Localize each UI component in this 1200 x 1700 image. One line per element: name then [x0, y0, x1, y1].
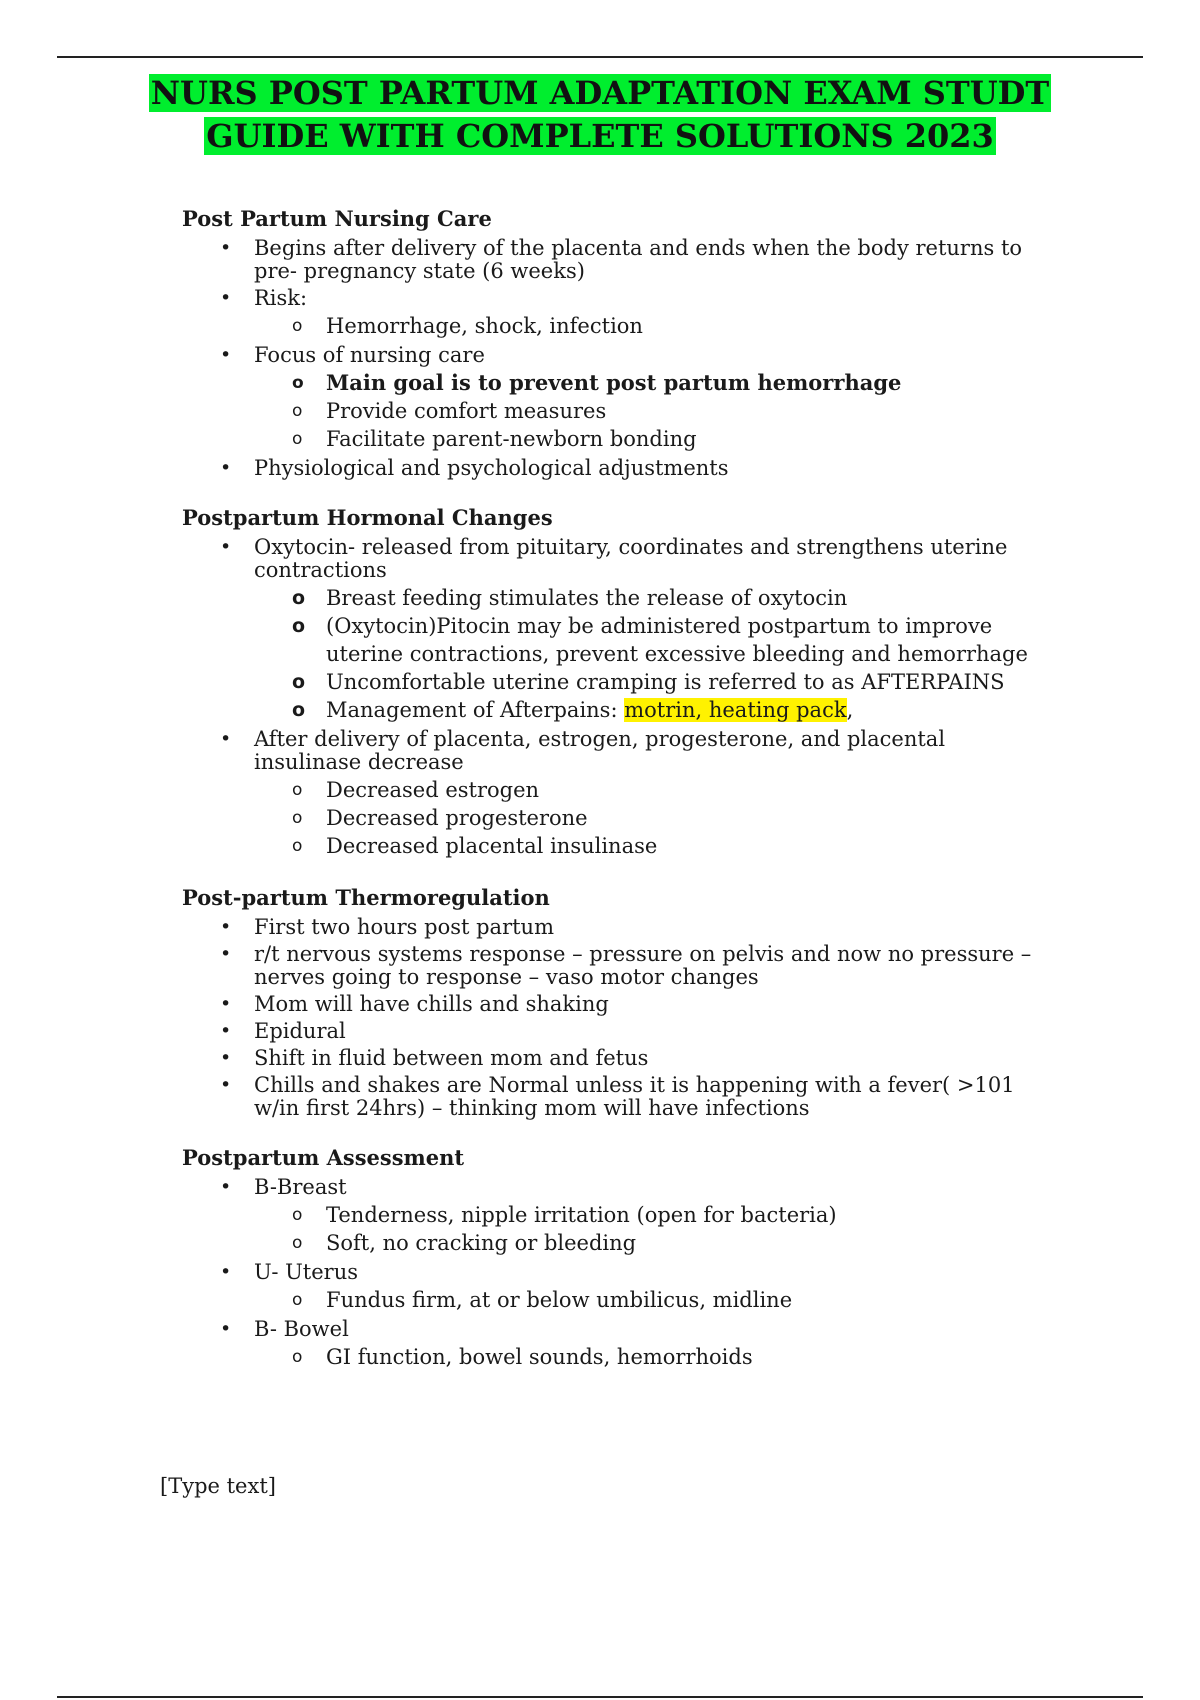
list-item: • First two hours post partum — [254, 916, 1042, 939]
top-rule — [57, 56, 1143, 58]
list-item: • Shift in fluid between mom and fetus — [254, 1047, 1042, 1070]
list-item — [254, 536, 1042, 724]
section-post-partum-thermoregulation — [182, 884, 1042, 1120]
list-item: • Chills and shakes are Normal unless it is happening with a fever( >101 w/in first 24hrs) – thinking mom will have infections — [254, 1074, 1042, 1120]
section-heading: Post-partum Thermoregulation — [182, 885, 550, 910]
bottom-rule — [57, 1696, 1143, 1698]
bullet-list — [182, 916, 1042, 1120]
list-item: • Mom will have chills and shaking — [254, 993, 1042, 1016]
section-heading: Post Partum Nursing Care — [182, 206, 492, 231]
sub-list-item: o (Oxytocin)Pitocin may be administered postpartum to improve uterine contractions, prevent excessive bleeding and hemorrhage — [326, 612, 1042, 668]
sub-list — [254, 1286, 1042, 1314]
list-item-text: After delivery of placenta, estrogen, progesterone, and placental insulinase decrease — [254, 727, 946, 774]
list-item: • Physiological and psychological adjustments — [254, 457, 1042, 480]
title-line-2: GUIDE WITH COMPLETE SOLUTIONS 2023 — [206, 117, 994, 155]
title-line-1: NURS POST PARTUM ADAPTATION EXAM STUDT — [150, 74, 1050, 112]
sub-list — [254, 584, 1042, 724]
sub-list-item: o Uncomfortable uterine cramping is referred to as AFTERPAINS — [326, 668, 1042, 696]
sub-list-item: o Tenderness, nipple irritation (open for bacteria) — [326, 1201, 1042, 1229]
list-item-text: Risk: — [254, 286, 308, 310]
sub-list-item: o Fundus firm, at or below umbilicus, midline — [326, 1286, 1042, 1314]
document-body — [182, 205, 1042, 1395]
list-item: • Begins after delivery of the placenta and ends when the body returns to pre- pregnancy state (6 weeks) — [254, 237, 1042, 283]
sub-list — [254, 776, 1042, 860]
section-heading: Postpartum Assessment — [182, 1145, 465, 1170]
bullet-list — [182, 237, 1042, 480]
list-item-text: B-Breast — [254, 1175, 347, 1199]
list-item-text: U- Uterus — [254, 1260, 359, 1284]
list-item — [254, 344, 1042, 453]
sub-list — [254, 1201, 1042, 1257]
sub-list-item: o Breast feeding stimulates the release of oxytocin — [326, 584, 1042, 612]
trailing-comma: , — [846, 698, 854, 722]
sub-list-item: o Soft, no cracking or bleeding — [326, 1229, 1042, 1257]
sub-list-item-afterpains-management — [326, 696, 1042, 724]
afterpains-label: Management of Afterpains: — [326, 698, 625, 722]
sub-list-item-main-goal: o Main goal is to prevent post partum hemorrhage — [326, 369, 1042, 397]
sub-list — [254, 312, 1042, 340]
section-postpartum-hormonal-changes — [182, 504, 1042, 860]
sub-list-item: o Decreased progesterone — [326, 804, 1042, 832]
list-item: • r/t nervous systems response – pressure on pelvis and now no pressure – nerves going to response – vaso motor changes — [254, 943, 1042, 989]
highlighted-text: motrin, heating pack — [624, 698, 847, 722]
list-item: • Epidural — [254, 1020, 1042, 1043]
bullet-list — [182, 536, 1042, 860]
list-item — [254, 728, 1042, 860]
section-heading: Postpartum Hormonal Changes — [182, 505, 553, 530]
section-postpartum-assessment — [182, 1144, 1042, 1371]
sub-list-item: o Decreased estrogen — [326, 776, 1042, 804]
sub-list-item: o Facilitate parent-newborn bonding — [326, 425, 1042, 453]
list-item — [254, 1261, 1042, 1314]
section-post-partum-nursing-care — [182, 205, 1042, 480]
sub-list-item: o Provide comfort measures — [326, 397, 1042, 425]
list-item-text: Oxytocin- released from pituitary, coordinates and strengthens uterine contractions — [254, 535, 1008, 582]
footer-placeholder-text: [Type text] — [160, 1474, 276, 1498]
sub-list — [254, 369, 1042, 453]
bullet-list — [182, 1176, 1042, 1371]
sub-list-item: o Hemorrhage, shock, infection — [326, 312, 1042, 340]
sub-list-item: o Decreased placental insulinase — [326, 832, 1042, 860]
list-item — [254, 287, 1042, 340]
list-item-text: Focus of nursing care — [254, 343, 485, 367]
sub-list-item: o GI function, bowel sounds, hemorrhoids — [326, 1343, 1042, 1371]
document-title — [0, 72, 1200, 158]
list-item-text: B- Bowel — [254, 1317, 349, 1341]
sub-list — [254, 1343, 1042, 1371]
list-item — [254, 1176, 1042, 1257]
list-item — [254, 1318, 1042, 1371]
